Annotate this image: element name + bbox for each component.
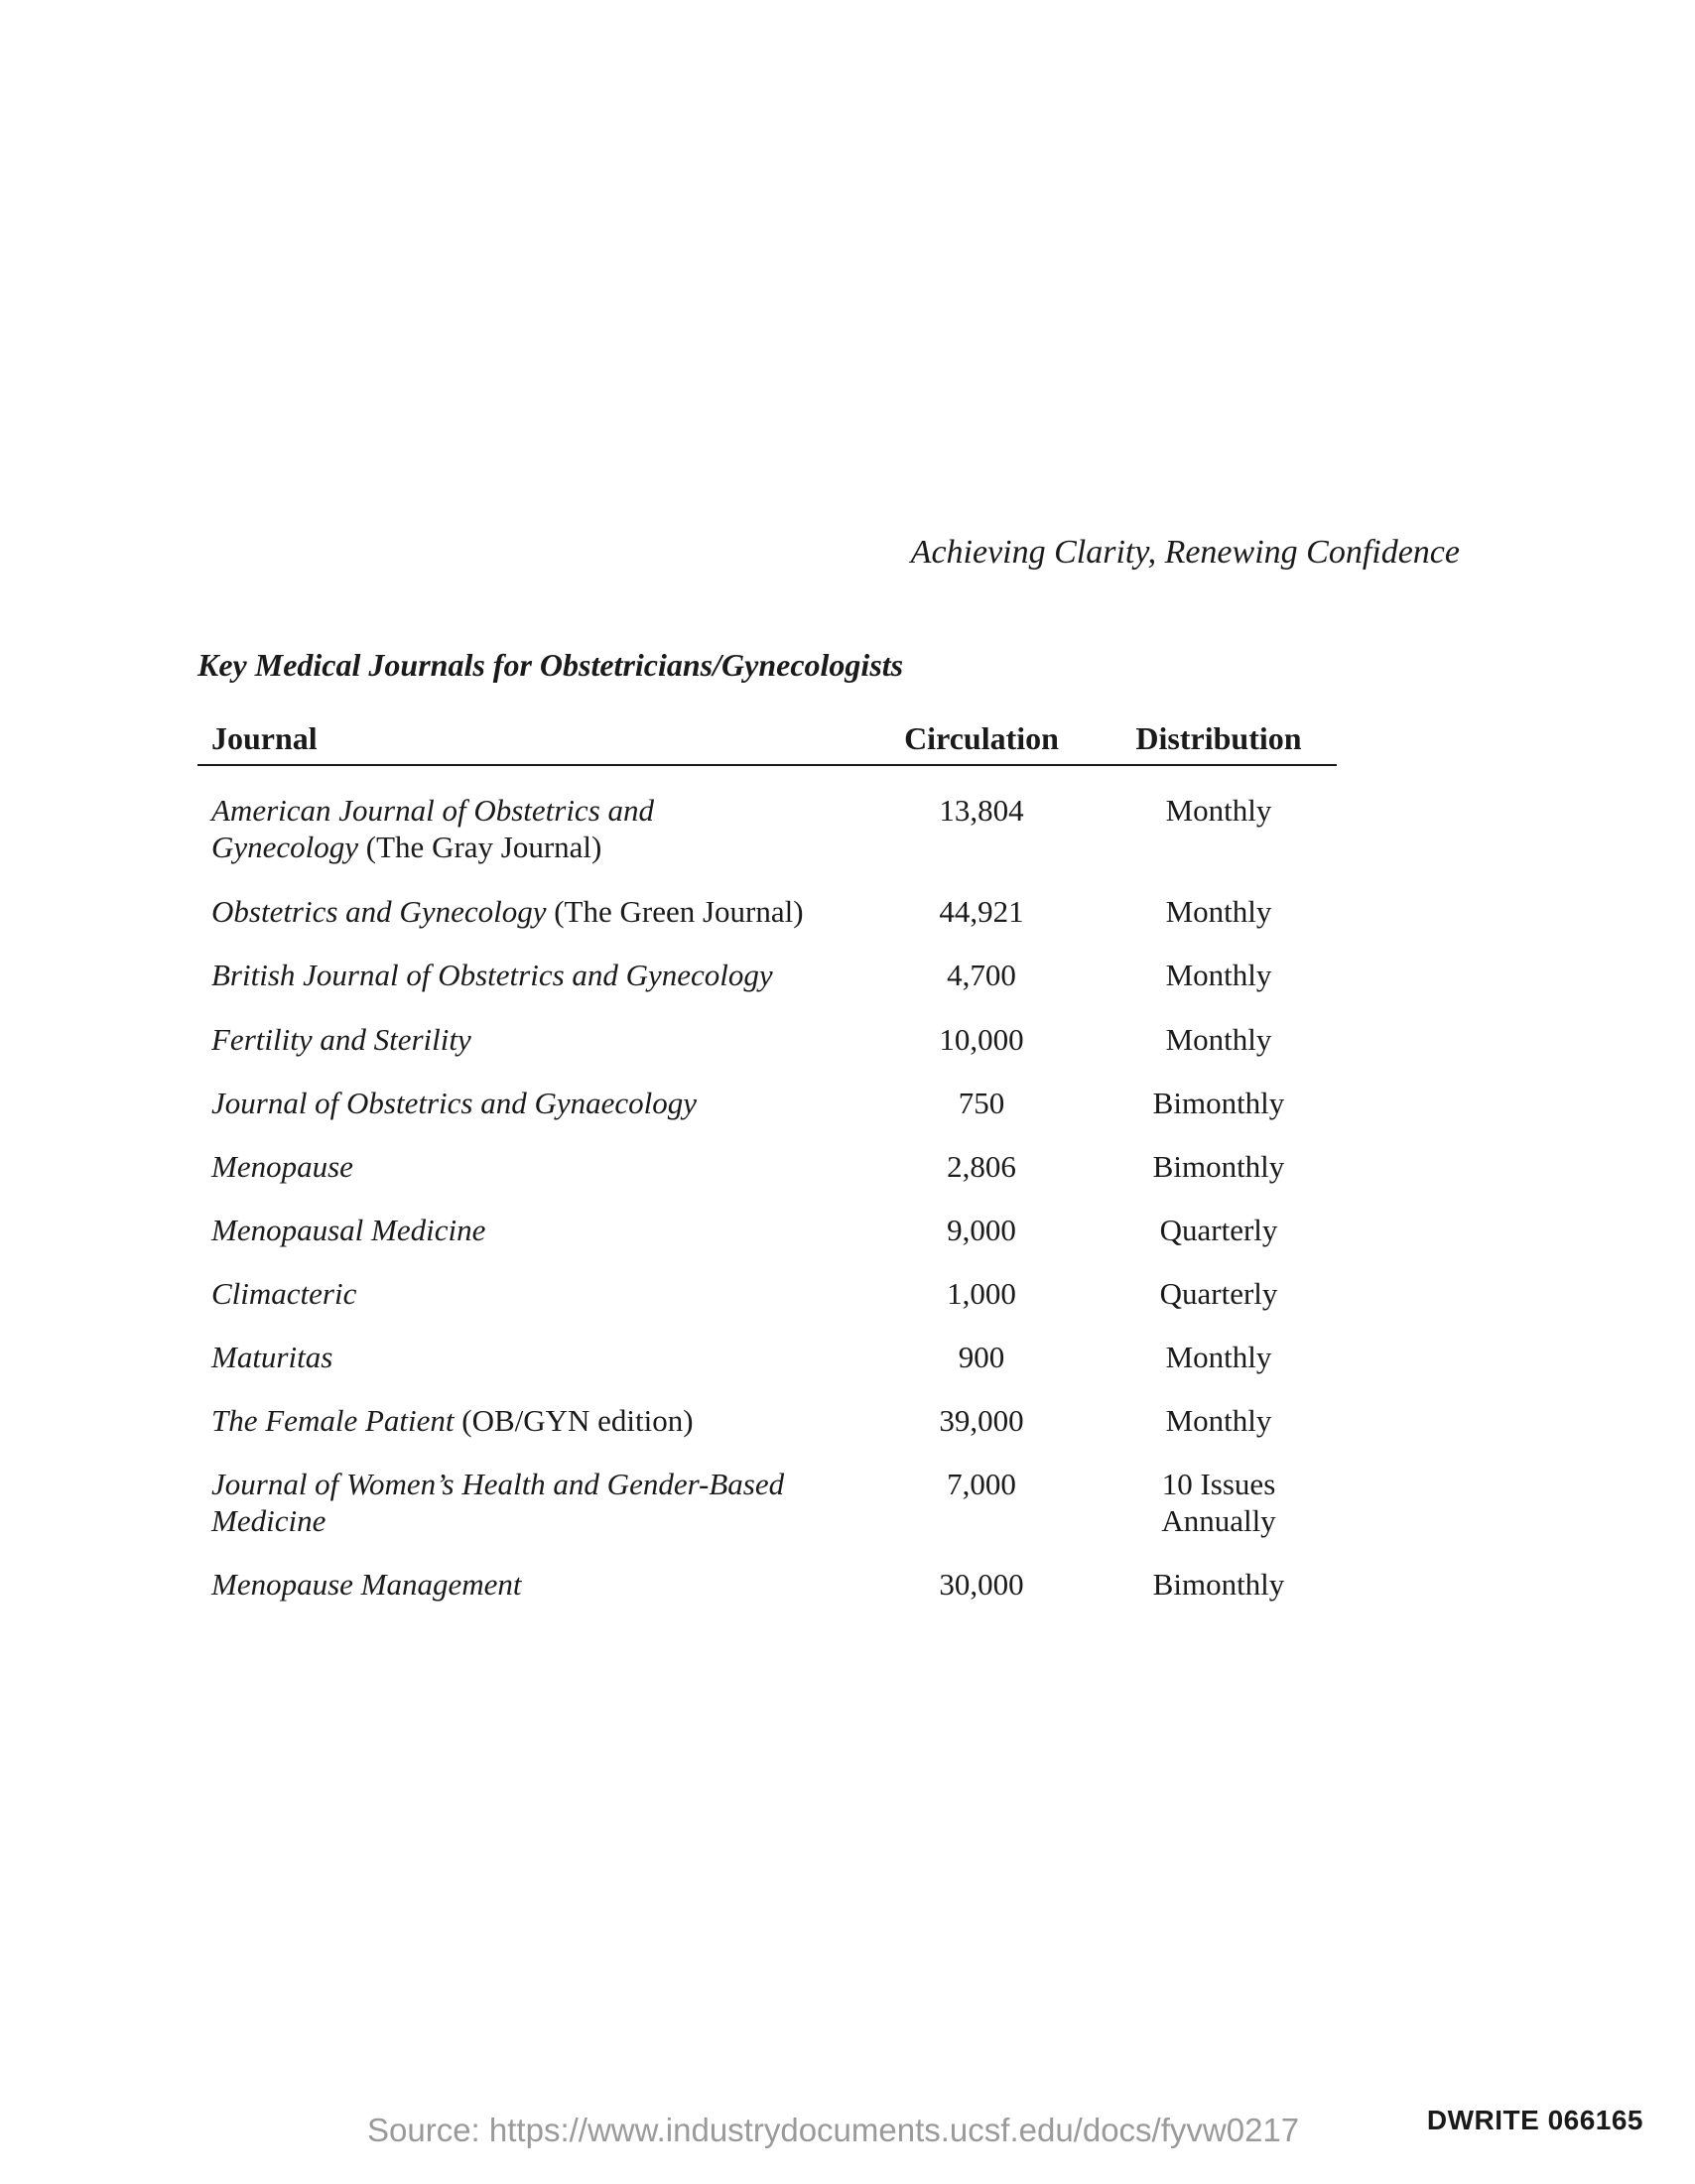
table-row [197,1275,1337,1312]
journal-name: Obstetrics and Gynecology [211,894,547,929]
source-url: Source: https://www.industrydocuments.ucsf.edu/docs/fyvw0217 [367,2112,1300,2148]
table-row [197,893,1337,930]
journal-nickname: (The Green Journal) [546,894,804,929]
table-row [197,1566,1337,1603]
table-row [197,1339,1337,1375]
circulation-cell: 10,000 [939,1022,1024,1057]
journal-name-cont: Gynecology [211,830,359,864]
journal-cell [197,1212,862,1248]
distribution-cell: Quarterly [1159,1213,1278,1247]
document-tagline: Achieving Clarity, Renewing Confidence [910,534,1460,571]
journal-name: Maturitas [211,1340,333,1374]
document-id: DWRITE 066165 [1426,2105,1643,2135]
journal-name: Menopause Management [211,1567,522,1602]
journal-cell [197,1275,862,1312]
distribution-cell: Monthly [1165,1022,1272,1057]
distribution-cell: Bimonthly [1152,1567,1285,1602]
distribution-line: 10 Issues [1161,1467,1276,1501]
journal-cell [197,1148,862,1185]
journal-cell [197,1402,862,1439]
table-row [197,792,1337,865]
circulation-cell: 9,000 [947,1213,1016,1247]
journal-cell [197,1085,862,1121]
header-circulation: Circulation [904,719,1059,756]
journal-nickname: (The Gray Journal) [358,830,602,864]
header-journal: Journal [211,719,318,756]
distribution-cell: Monthly [1165,1403,1272,1438]
journal-name-cont: Medicine [211,1503,326,1538]
distribution-cell: Bimonthly [1152,1086,1285,1120]
distribution-cell: Monthly [1165,894,1272,929]
journal-cell [197,1566,862,1603]
header-distribution: Distribution [1135,719,1302,756]
distribution-cell: Monthly [1165,793,1272,828]
circulation-cell: 4,700 [947,958,1016,992]
circulation-cell: 30,000 [939,1567,1024,1602]
circulation-cell: 1,000 [947,1276,1016,1311]
table-row [197,957,1337,993]
journal-name: The Female Patient [211,1403,455,1438]
journal-name: Climacteric [211,1276,357,1311]
table-row [197,1212,1337,1248]
table-title: Key Medical Journals for Obstetricians/Gynecologists [197,647,904,683]
table-row [197,1021,1337,1058]
journal-name: British Journal of Obstetrics and Gynecology [211,958,773,992]
distribution-line: Annually [1161,1503,1276,1538]
distribution-cell: Bimonthly [1152,1149,1285,1184]
journal-cell [197,792,862,865]
journal-name: Fertility and Sterility [211,1022,471,1057]
table-row [197,1085,1337,1121]
distribution-cell: Quarterly [1159,1276,1278,1311]
journal-name: American Journal of Obstetrics and [211,793,655,828]
circulation-cell: 7,000 [947,1467,1016,1501]
circulation-cell: 2,806 [947,1149,1016,1184]
journal-cell [197,893,862,930]
journal-cell [197,1339,862,1375]
distribution-cell: Monthly [1165,1340,1272,1374]
table-row [197,1402,1337,1439]
journal-name: Menopausal Medicine [211,1213,486,1247]
journal-table [197,712,1337,1603]
journal-name: Menopause [211,1149,353,1184]
journal-nickname: (OB/GYN edition) [454,1403,694,1438]
table-row [197,1148,1337,1185]
circulation-cell: 13,804 [939,793,1024,828]
journal-name: Journal of Women’s Health and Gender-Based [211,1467,785,1501]
table-row [197,1466,1337,1539]
journal-cell [197,1021,862,1058]
journal-cell [197,1466,862,1539]
circulation-cell: 750 [958,1086,1005,1120]
journal-cell [197,957,862,993]
table-header-row [197,712,1337,766]
circulation-cell: 44,921 [939,894,1024,929]
distribution-cell: Monthly [1165,958,1272,992]
circulation-cell: 900 [958,1340,1005,1374]
circulation-cell: 39,000 [939,1403,1024,1438]
journal-name: Journal of Obstetrics and Gynaecology [211,1086,698,1120]
distribution-cell [1101,1466,1337,1539]
